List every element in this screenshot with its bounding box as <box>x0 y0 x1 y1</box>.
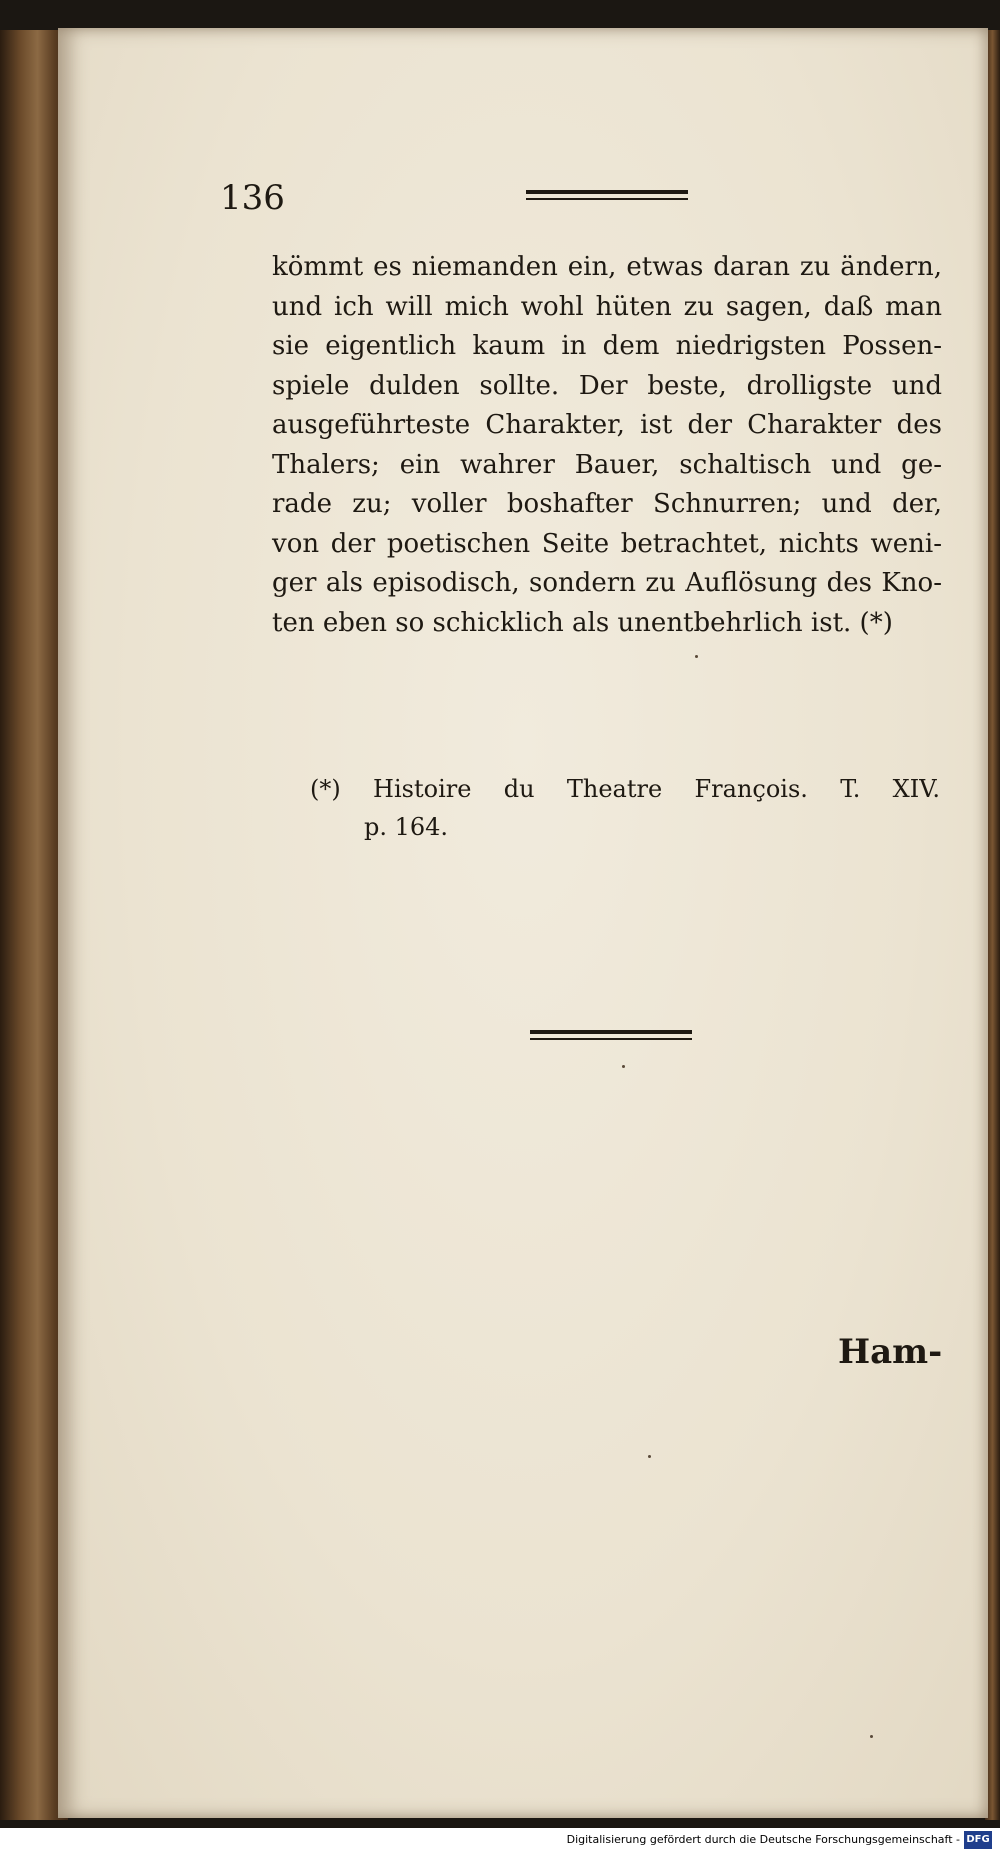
paper-speck <box>695 655 698 658</box>
header-rule <box>526 190 688 200</box>
text-line: kömmt es niemanden ein, etwas daran zu ändern, <box>272 252 942 282</box>
dfg-logo: DFG <box>964 1831 992 1849</box>
text-line: ten eben so schicklich als unentbehrlich ist. (*) <box>272 607 893 638</box>
paper-speck <box>648 1455 651 1458</box>
page-number: 136 <box>220 178 285 218</box>
text-line: ger als episodisch, sondern zu Auflösung des Kno- <box>272 568 942 598</box>
text-line: spiele dulden sollte. Der beste, drolligste und <box>272 370 942 401</box>
footnote-line: (*) Histoire du Theatre François. T. XIV. <box>310 775 940 803</box>
footnote <box>310 770 940 846</box>
text-line: von der poetischen Seite betrachtet, nichts weni- <box>272 528 942 559</box>
funding-credit: Digitalisierung gefördert durch die Deutsche Forschungsgemeinschaft - <box>566 1833 960 1846</box>
section-end-rule <box>530 1030 692 1040</box>
paper-speck <box>870 1735 873 1738</box>
body-text <box>272 248 942 643</box>
text-line: ausgeführteste Charakter, ist der Charakter des <box>272 410 942 440</box>
paper-speck <box>622 1065 625 1068</box>
text-line: Thalers; ein wahrer Bauer, schaltisch und ge- <box>272 449 942 480</box>
catchword: Ham- <box>838 1332 943 1372</box>
text-line: und ich will mich wohl hüten zu sagen, daß man <box>272 291 942 322</box>
footnote-line: p. 164. <box>364 813 449 841</box>
text-line: sie eigentlich kaum in dem niedrigsten Possen- <box>272 331 942 361</box>
text-line: rade zu; voller boshafter Schnurren; und der, <box>272 489 942 519</box>
